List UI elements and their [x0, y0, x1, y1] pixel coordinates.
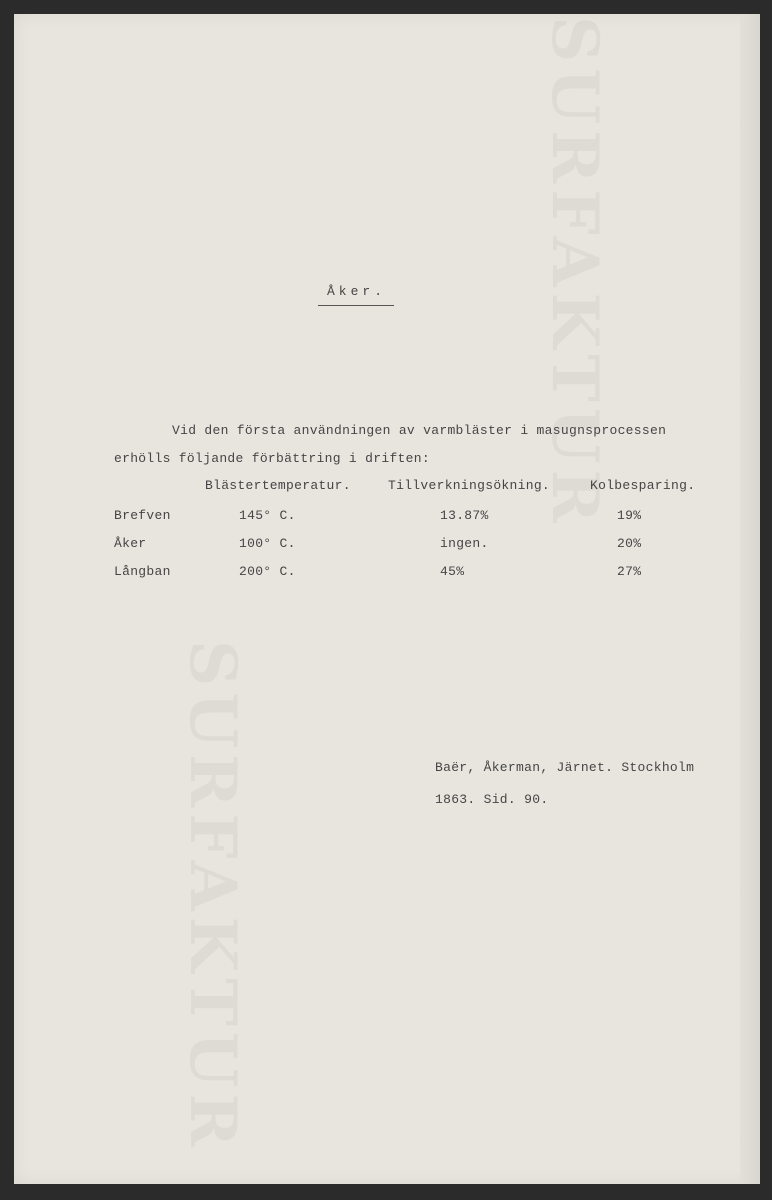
intro-line-2: erhölls följande förbättring i driften:: [114, 451, 430, 466]
source-citation-line-1: Baër, Åkerman, Järnet. Stockholm: [435, 760, 695, 775]
table-cell-temp: 145° C.: [239, 508, 296, 523]
column-header-coal: Kolbesparing.: [590, 478, 696, 493]
table-cell-production: 45%: [440, 564, 465, 579]
row-label-brefven: Brefven: [114, 508, 171, 523]
table-cell-temp: 100° C.: [239, 536, 296, 551]
row-label-langban: Långban: [114, 564, 171, 579]
table-cell-coal: 19%: [617, 508, 642, 523]
intro-line-1: Vid den första användningen av varmbläster i masugnsprocessen: [172, 423, 667, 438]
paper-edge: [740, 14, 760, 1184]
table-cell-temp: 200° C.: [239, 564, 296, 579]
table-cell-coal: 27%: [617, 564, 642, 579]
table-cell-coal: 20%: [617, 536, 642, 551]
table-cell-production: 13.87%: [440, 508, 489, 523]
source-citation-line-2: 1863. Sid. 90.: [435, 792, 549, 807]
page-title: Åker.: [327, 284, 387, 299]
title-underline: [318, 305, 394, 306]
column-header-production: Tillverkningsökning.: [388, 478, 551, 493]
row-label-aker: Åker: [114, 536, 147, 551]
column-header-temperature: Blästertemperatur.: [205, 478, 351, 493]
table-cell-production: ingen.: [440, 536, 489, 551]
paper-sheet: [14, 14, 759, 1184]
